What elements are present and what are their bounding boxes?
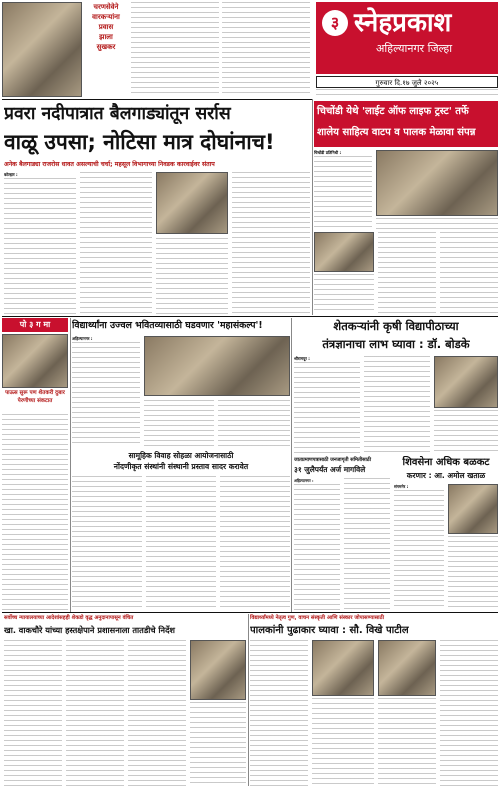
story4-kicker: जातप्रमाणपत्रासाठी जनजागृती समितीसाठी bbox=[294, 457, 371, 463]
bottom-left-col-4 bbox=[190, 702, 246, 786]
column-rule bbox=[248, 614, 249, 786]
masthead bbox=[316, 2, 498, 74]
date-line: गुरुवार दि.१७ जुलै २०२५ bbox=[316, 76, 498, 88]
lead-col-4 bbox=[232, 172, 310, 314]
right-lead-headline-2: शालेय साहित्य वाटप व पालक मेळावा संपन्न bbox=[317, 127, 476, 138]
bottom-left-col-1 bbox=[4, 640, 62, 786]
bottom-right-photo-2 bbox=[378, 640, 436, 696]
story3-col-1 bbox=[294, 356, 360, 454]
story5-headline-1: शिवसेना अधिक बळकट bbox=[402, 457, 490, 468]
right-lead-photo-2 bbox=[314, 232, 374, 272]
bottom-left-col-2 bbox=[66, 640, 124, 786]
bottom-right-col-1 bbox=[250, 640, 308, 786]
story2-byline: अहिल्यानगर : bbox=[72, 336, 93, 341]
story3-col-2 bbox=[364, 356, 430, 454]
top-left-caption: चरणसेवेने वारकऱ्यांना प्रवास झाला सुखकर bbox=[92, 3, 120, 51]
right-lead-col-1 bbox=[314, 150, 372, 230]
right-lead-byline: चिचोंडी प्रतिनिधी : bbox=[314, 150, 342, 155]
right-lead-photo-1 bbox=[376, 150, 498, 216]
story4-col-2 bbox=[344, 478, 390, 610]
lead-subhead: अनेक बैलगाड्या राजरोस धावत असल्याची चर्चा; महसूल विभागाच्या निवडक कारवाईवर संताप bbox=[4, 161, 215, 168]
story3-byline: श्रीरामपूर : bbox=[294, 356, 310, 361]
bottom-right-kicker: विद्यार्थ्यांमध्ये नेतृत्व गुण, वाचन संस्कृती आणि संस्कार जोपासण्यासाठी bbox=[250, 615, 384, 621]
right-lead-col-2 bbox=[376, 218, 498, 230]
side-title: पो ३ ग मा bbox=[19, 320, 51, 329]
lead-col-3 bbox=[156, 238, 228, 314]
side-title-box bbox=[2, 318, 68, 332]
masthead-under-text bbox=[316, 89, 498, 99]
mid-divider bbox=[2, 316, 498, 317]
column-rule bbox=[312, 99, 313, 315]
right-lead-col-5 bbox=[440, 232, 498, 314]
lead-col-1 bbox=[4, 172, 76, 314]
sub-headline-2: नोंदणीकृत संस्थांनी संस्थानी प्रस्ताव सादर करावेत bbox=[113, 462, 249, 471]
story5-photo bbox=[448, 484, 498, 534]
bottom-right-photo-1 bbox=[312, 640, 374, 696]
sub-headline-1: सामूहिक विवाह सोहळा आयोजनासाठी bbox=[128, 451, 234, 460]
story3-headline-1: शेतकऱ्यांनी कृषी विद्यापीठाच्या bbox=[333, 319, 459, 333]
bottom-right-headline: पालकांनी पुढाकार घ्यावा : सौ. विखे पाटील bbox=[250, 625, 409, 636]
page-number-circle bbox=[322, 10, 348, 36]
bottom-left-headline: खा. वाकचौरे यांच्या हस्तक्षेपाने प्रशासनाला तातडीचे निर्देश bbox=[4, 625, 175, 635]
lead-headline-2: वाळू उपसा; नोटिसा मात्र दोघांनाच! bbox=[4, 130, 275, 154]
masthead-subtitle: अहिल्यानगर जिल्हा bbox=[376, 42, 453, 55]
right-lead-headline-1: चिचोंडी येथे 'लाईट ऑफ लाइफ ट्रस्ट' तर्फे bbox=[317, 106, 469, 117]
bottom-right-col-3 bbox=[378, 698, 436, 786]
lead-byline: कोल्हार : bbox=[4, 172, 18, 177]
side-caption: पाऊस सुरू पण शेतकरी दुबार पेरणीच्या संकटात bbox=[5, 390, 65, 404]
bottom-right-col-4 bbox=[440, 640, 498, 786]
sub-col-3 bbox=[220, 476, 290, 610]
story5-col-1 bbox=[394, 484, 444, 610]
bottom-right-col-2 bbox=[312, 698, 374, 786]
side-col bbox=[2, 414, 68, 610]
bottom-left-photo bbox=[190, 640, 246, 700]
sub-col-2 bbox=[146, 476, 216, 610]
story5-col-2 bbox=[448, 536, 498, 610]
bottom-divider bbox=[2, 612, 498, 613]
masthead-title: स्नेहप्रकाश bbox=[354, 8, 452, 38]
story5-headline-2: करणार : आ. अमोल खताळ bbox=[406, 471, 486, 480]
top-left-photo bbox=[2, 2, 82, 97]
story3-headline-2: तंत्रज्ञानाचा लाभ घ्यावा : डॉ. बोडके bbox=[322, 337, 470, 351]
page-number: ३ bbox=[330, 13, 340, 32]
lead-col-2 bbox=[80, 172, 152, 314]
bottom-left-col-3 bbox=[128, 640, 186, 786]
story4-col-1 bbox=[294, 478, 340, 610]
lead-headline-1: प्रवरा नदीपात्रात बैलगाड्यांतून सर्रास bbox=[4, 104, 231, 124]
bottom-left-kicker: सर्वोच्च न्यायालयाच्या आदेशांसहही शेकडो वृद्ध अनुदानापासून वंचित bbox=[4, 615, 134, 621]
story4-headline: ३१ जुलैपर्यंत अर्ज मागविले bbox=[294, 465, 366, 474]
lead-photo bbox=[156, 172, 228, 234]
right-lead-col-4 bbox=[378, 232, 436, 314]
story2-col-3 bbox=[218, 400, 290, 446]
column-rule bbox=[291, 318, 292, 612]
sub-col-1 bbox=[72, 476, 142, 610]
story2-col-1 bbox=[72, 336, 140, 446]
story2-headline: विद्यार्थ्यांना उज्वल भवितव्यासाठी घडवणार 'महासंकल्प'! bbox=[72, 320, 263, 331]
story5-byline: संगमनेर : bbox=[394, 484, 409, 489]
right-lead-col-3 bbox=[314, 274, 374, 314]
story3-photo bbox=[434, 356, 498, 408]
top-divider bbox=[2, 99, 312, 100]
column-rule bbox=[70, 318, 71, 612]
story2-col-2 bbox=[144, 400, 214, 446]
top-middle-text-1 bbox=[131, 2, 219, 97]
right-lead-headline-box bbox=[314, 101, 498, 147]
story4-byline: अहिल्यानगर : bbox=[294, 478, 314, 483]
story3-col-3 bbox=[434, 410, 498, 454]
side-photo bbox=[2, 334, 68, 388]
top-middle-text-2 bbox=[222, 2, 310, 97]
story2-photo bbox=[144, 336, 290, 396]
